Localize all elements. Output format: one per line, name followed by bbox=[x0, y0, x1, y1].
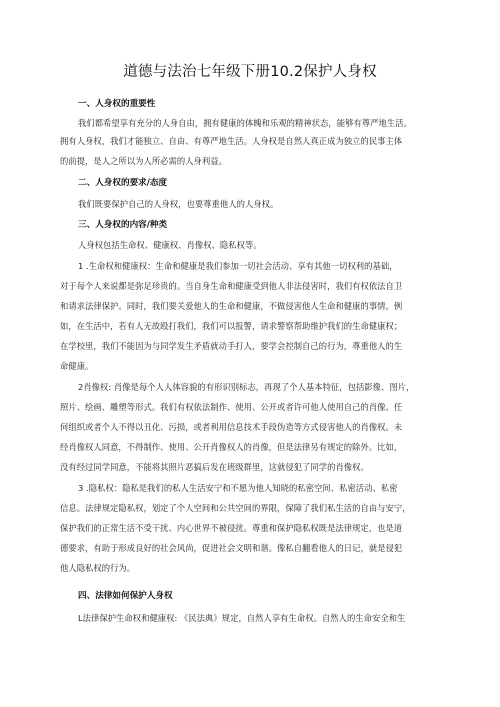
paragraph-line: 照片、绘画、雕塑等形式。我们有权依法制作、使用、公开或者许可他人使用自己的肖像。任 bbox=[60, 402, 403, 412]
paragraph-line: 2肖像权: 肖像是每个人人体容貌的有形识别标志，再现了个人基本特征，包括影像、图片， bbox=[78, 382, 415, 392]
paragraph-line: 人身权包括生命权、健康权、肖像权、隐私权等。 bbox=[78, 240, 262, 250]
section-heading-legal-protection: 四、法律如何保护人身权 bbox=[78, 591, 173, 601]
section-heading-importance: 一、人身权的重要性 bbox=[78, 99, 156, 109]
paragraph-line: 保护我们的正常生活不受干扰、内心世界不被侵扰。尊重和保护隐私权既是法律规定，也是道 bbox=[60, 523, 403, 533]
paragraph-line: 信息。法律规定隐私权，划定了个人空间和公共空间的界限，保障了我们私生活的自由与安宁， bbox=[60, 503, 411, 513]
paragraph-line: 经肖像权人同意，不得制作、使用、公开肖像权人的肖像，但是法律另有规定的除外。比如， bbox=[60, 442, 403, 452]
paragraph-line: 的前提，是人之所以为人所必需的人身利益。 bbox=[60, 156, 227, 166]
section-heading-requirements: 二、人身权的要求/态度 bbox=[78, 178, 168, 188]
paragraph-line: 命健康。 bbox=[60, 361, 94, 371]
document-title: 道德与法治七年级下册10.2保护人身权 bbox=[123, 64, 377, 80]
paragraph-line: 我们都希望享有充分的人身自由，拥有健康的体魄和乐观的精神状态，能够有尊严地生活。 bbox=[78, 118, 412, 128]
paragraph-line: L法律保护生命权和健康权: 《民法典》规定，自然人享有生命权。自然人的生命安全和生 bbox=[78, 613, 406, 623]
paragraph-line: 德要求，有助于形成良好的社会风尚，促进社会文明和谐。像私自翻看他人的日记，就是侵犯 bbox=[60, 543, 403, 553]
paragraph-line: 如，在生活中，若有人无故殴打我们，我们可以报警，请求警察帮助维护我们的生命健康权； bbox=[60, 321, 403, 331]
paragraph-line: 拥有人身权，我们才能独立、自由、有尊严地生活。人身权是自然人真正成为独立的民事主体 bbox=[60, 136, 403, 146]
paragraph-line: 在学校里，我们不能因为与同学发生矛盾就动手打人，要学会控制自己的行为，尊重他人的生 bbox=[60, 341, 403, 351]
paragraph-line: 没有经过同学同意，不能将其照片恶搞后发在班级群里，这就侵犯了同学的肖像权。 bbox=[60, 462, 369, 472]
paragraph-line: 1 .生命权和健康权：生命和健康是我们参加一切社会活动、享有其他一切权利的基础， bbox=[78, 261, 398, 271]
paragraph-line: 3 .隐私权：隐私是我们的私人生活安宁和不愿为他人知晓的私密空间、私密活动、私密 bbox=[78, 483, 398, 493]
paragraph-line: 对于每个人来说都是弥足珍贵的。当自身生命和健康受到他人非法侵害时，我们有权依法自卫 bbox=[60, 281, 403, 291]
paragraph-line: 他人隐私权的行为。 bbox=[60, 563, 136, 573]
paragraph-line: 和请求法律保护。同时，我们要关爱他人的生命和健康，不做侵害他人生命和健康的事情。例 bbox=[60, 301, 403, 311]
paragraph-line: 我们既要保护自己的人身权，也要尊重他人的人身权。 bbox=[78, 199, 279, 209]
section-heading-content: 三、人身权的内容/种类 bbox=[78, 220, 168, 230]
paragraph-line: 何组织或者个人不得以丑化、污损，或者利用信息技术手段伪造等方式侵害他人的肖像权。未 bbox=[60, 422, 403, 432]
